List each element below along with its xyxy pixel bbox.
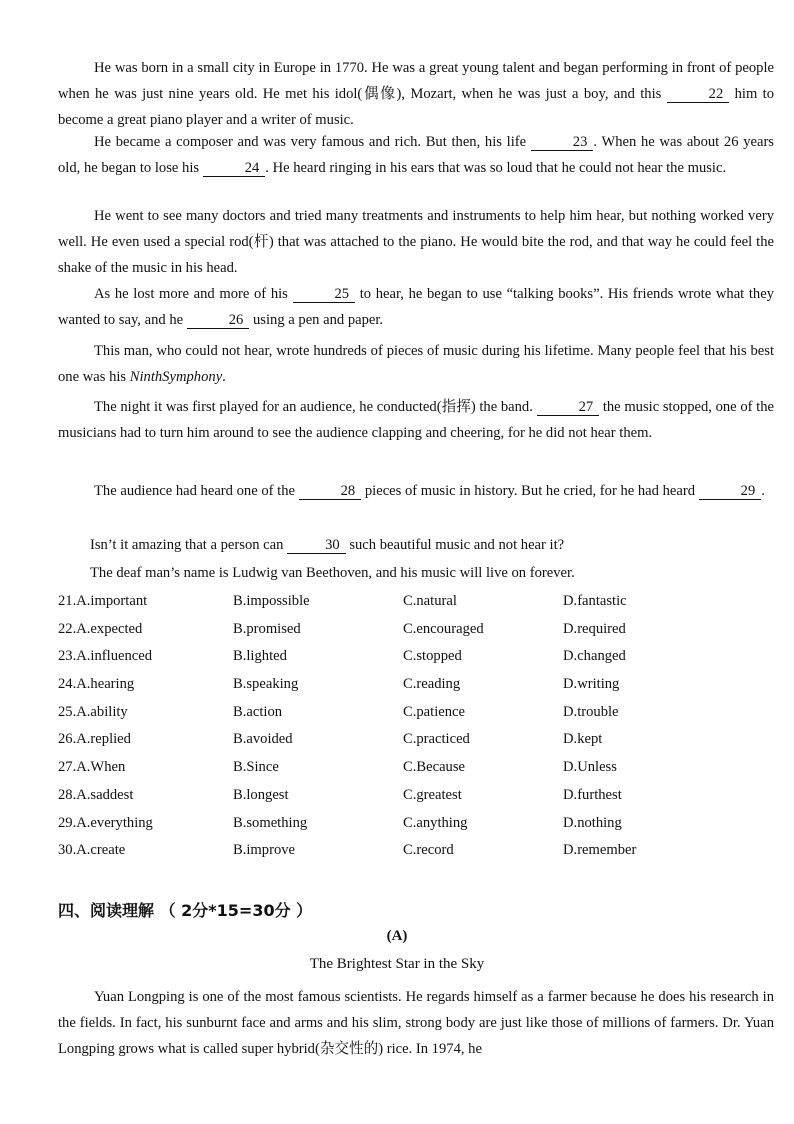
option-c: C.stopped [403, 648, 462, 665]
option-row-28 [58, 784, 778, 812]
text: The night it was first played for an audience, he conducted(指挥) the band. [94, 399, 537, 415]
option-b: B.avoided [233, 731, 293, 748]
option-row-23 [58, 645, 778, 673]
blank-26: 26 [187, 312, 250, 329]
option-b: B.promised [233, 620, 301, 637]
option-a: 25.A.ability [58, 703, 128, 720]
option-d: D.remember [563, 842, 637, 859]
option-c: C.reading [403, 676, 461, 693]
text: The audience had heard one of the [94, 483, 299, 499]
text: . When he was about 26 years old, he began to lose his [58, 134, 774, 176]
option-c: C.patience [403, 703, 465, 720]
option-b: B.speaking [233, 676, 299, 693]
option-b: B.longest [233, 786, 289, 803]
option-a: 27.A.When [58, 759, 126, 776]
option-c: C.practiced [403, 731, 470, 748]
option-b: B.impossible [233, 593, 310, 609]
option-d: D.Unless [563, 759, 617, 776]
cloze-paragraph-3: He went to see many doctors and tried many treatments and instruments to help him hear, but nothing worked very well. He even used a special rod(杆) that was attached to the piano. He would bite the rod, and that way he could feel the shake of the music in his head. [58, 208, 774, 276]
option-row-24 [58, 673, 778, 701]
blank-28: 28 [299, 483, 362, 500]
option-row-30 [58, 839, 778, 867]
cloze-paragraph-7 [58, 478, 774, 504]
option-d: D.writing [563, 676, 620, 693]
cloze-paragraph-2 [58, 129, 774, 181]
cloze-paragraph-6 [58, 394, 774, 446]
text: This man, who could not hear, wrote hundreds of pieces of music during his lifetime. Many people feel that his best one was his [58, 343, 774, 385]
blank-25: 25 [293, 286, 356, 303]
option-d: D.changed [563, 648, 626, 665]
cloze-paragraph-9: The deaf man’s name is Ludwig van Beethoven, and his music will live on forever. [90, 565, 575, 581]
option-c: C.record [403, 842, 454, 859]
options-list [58, 590, 778, 867]
text: . He heard ringing in his ears that was so loud that he could not hear the music. [265, 160, 727, 176]
option-d: D.trouble [563, 703, 619, 720]
option-c: C.Because [403, 759, 466, 776]
option-d: D.furthest [563, 786, 622, 803]
option-b: B.Since [233, 759, 279, 776]
option-row-25 [58, 701, 778, 729]
option-a: 28.A.saddest [58, 786, 134, 803]
option-row-26 [58, 728, 778, 756]
option-a: 22.A.expected [58, 620, 143, 637]
option-a: 23.A.influenced [58, 648, 153, 665]
passage-title: The Brightest Star in the Sky [309, 956, 485, 972]
option-row-29 [58, 812, 778, 840]
option-b: B.something [233, 814, 308, 831]
option-c: C.anything [403, 814, 468, 831]
cloze-paragraph-5 [58, 338, 774, 390]
blank-22: 22 [667, 86, 730, 103]
option-b: B.lighted [233, 648, 287, 665]
option-d: D.fantastic [563, 593, 627, 609]
option-a: 29.A.everything [58, 814, 153, 831]
cloze-paragraph-1 [58, 55, 774, 133]
text: using a pen and paper. [249, 312, 384, 328]
passage-label: (A) [386, 928, 408, 944]
text: pieces of music in history. But he cried, for he had heard [361, 483, 699, 499]
blank-29: 29 [699, 483, 762, 500]
option-a: 24.A.hearing [58, 676, 135, 693]
blank-24: 24 [203, 160, 266, 177]
option-d: D.kept [563, 731, 603, 748]
option-c: C.encouraged [403, 620, 484, 637]
option-a: 26.A.replied [58, 731, 131, 748]
blank-27: 27 [537, 399, 600, 416]
text: to hear, he began to use “talking books”. His friends wrote what they wanted to say, and he [58, 286, 774, 328]
text: . [222, 369, 226, 385]
text: him to become a great piano player and a writer of music. [58, 86, 774, 128]
cloze-paragraph-8 [58, 532, 774, 558]
section-heading: 四、阅读理解 （ 2分*15=30分 ） [58, 901, 313, 920]
text: . [761, 483, 765, 499]
cloze-paragraph-4 [58, 281, 774, 333]
text: the music stopped, one of the musicians had to turn him around to see the audience clapping and cheering, for he did not hear them. [58, 399, 775, 441]
option-a: 21.A.important [58, 593, 148, 609]
option-d: D.required [563, 620, 626, 637]
option-row-22 [58, 618, 778, 646]
text: such beautiful music and not hear it? [345, 537, 565, 553]
text: He was born in a small city in Europe in 1770. He was a great young talent and began performing in front of people when he was just nine years old. He met his idol(偶像), Mozart, when he was just a boy, and this [58, 60, 774, 102]
option-b: B.action [233, 703, 283, 720]
text: Isn’t it amazing that a person can [90, 537, 288, 553]
text: As he lost more and more of his [94, 286, 293, 302]
blank-23: 23 [531, 134, 594, 151]
option-c: C.natural [403, 593, 457, 609]
symphony-title: NinthSymphony [129, 369, 223, 385]
option-c: C.greatest [403, 786, 462, 803]
reading-paragraph: Yuan Longping is one of the most famous scientists. He regards himself as a farmer because he does his research in the fields. In fact, his sunburnt face and arms and his slim, strong body are just like those of millions of farmers. Dr. Yuan Longping grows what is called super hybrid(杂交性的) rice. In 1974, he [58, 989, 774, 1057]
option-a: 30.A.create [58, 842, 126, 859]
option-row-21 [58, 590, 778, 618]
text: He became a composer and was very famous and rich. But then, his life [94, 134, 531, 150]
blank-30: 30 [287, 537, 346, 554]
option-b: B.improve [233, 842, 296, 859]
option-row-27 [58, 756, 778, 784]
option-d: D.nothing [563, 814, 622, 831]
